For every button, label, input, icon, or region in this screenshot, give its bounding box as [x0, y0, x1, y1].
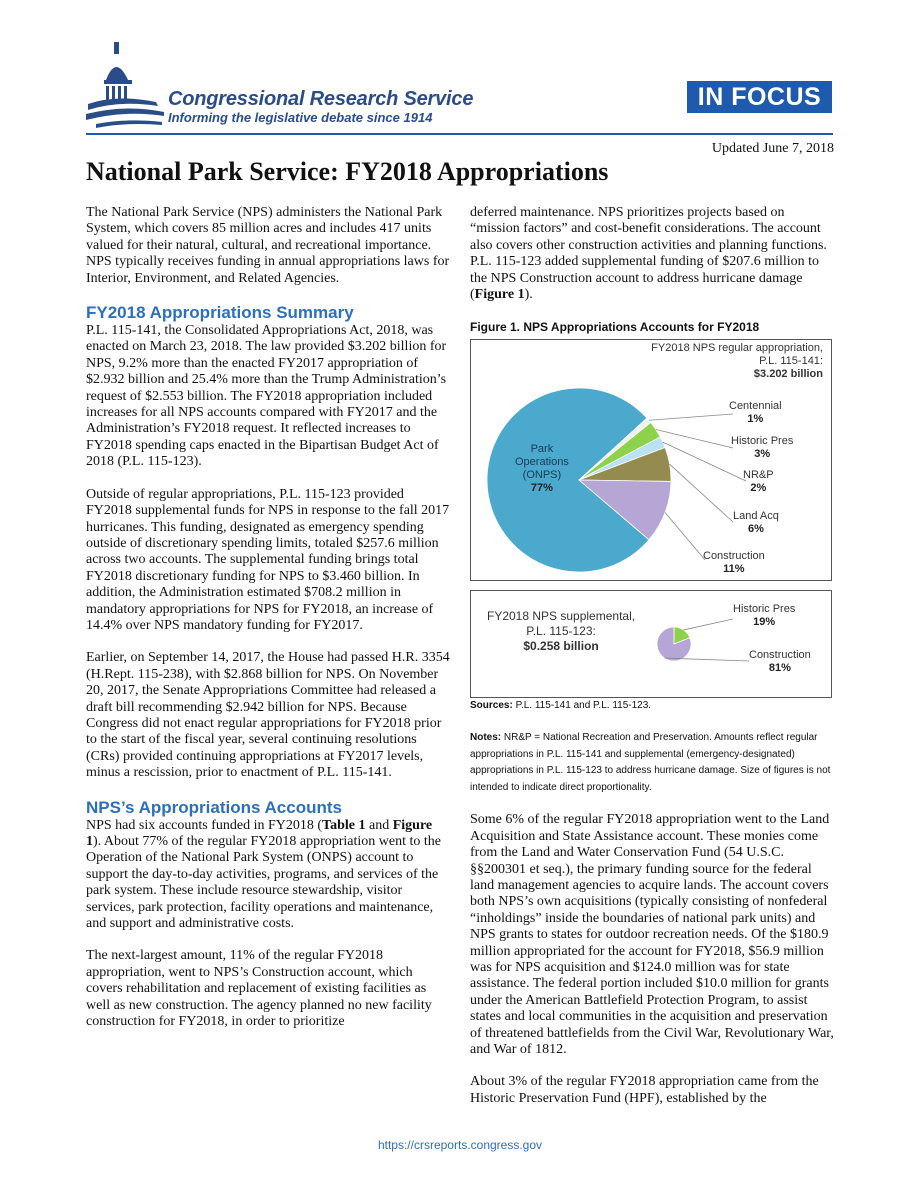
label-line: Construction [749, 648, 811, 661]
historic-preservation-paragraph: About 3% of the regular FY2018 appropriation came from the Historic Preservation Fund (HPF), established by the [470, 1074, 819, 1106]
slice-label-construction [703, 550, 765, 576]
section-heading-summary: FY2018 Appropriations Summary [86, 303, 354, 323]
slice-label-land-acq [733, 510, 779, 536]
slice-label-historic-pres [731, 435, 793, 461]
label-line: Operations [515, 455, 569, 468]
slice-label-nrp [743, 469, 774, 495]
text-run: deferred maintenance. NPS prioritizes projects based on “mission factors” and cost-benefit considerations. The account also covers other construction activities and planning functions. P.L. 115-123 added supplemental funding of $207.6 million to the NPS Construction account to address hurricane damage ( [470, 205, 827, 303]
label-line: Park [530, 442, 554, 455]
slice-label-onps [515, 443, 569, 495]
section-heading-accounts: NPS’s Appropriations Accounts [86, 797, 342, 817]
chart-title-line: FY2018 NPS supplemental, [487, 608, 636, 623]
org-name: Congressional Research Service [168, 88, 474, 110]
table-1-ref[interactable]: Table 1 [322, 817, 366, 833]
summary-paragraph-2: Outside of regular appropriations, P.L. 115-123 provided FY2018 supplemental funds for NPS in response to the fall 2017 hurricanes. This funding, designated as emergency spending outside of discretionary spending limits, totaled $257.6 million across two accounts. The supplemental funding brings total FY2018 discretionary funding for NPS to $3.460 billion. In addition, the Administration estimated $708.2 million in mandatory appropriations for NPS for FY2018, an increase of 14.4% over NPS mandatory funding for FY2017. [86, 486, 450, 633]
capitol-dome-logo-icon [86, 40, 166, 128]
slice-label-centennial [729, 400, 782, 426]
page-title: National Park Service: FY2018 Appropriations [86, 157, 609, 186]
text-run: ). About 77% of the regular FY2018 appropriation went to the Operation of the National Park System (ONPS) account to support the day-to-day activities, programs, and services of the park system. These include resource stewardship, visitor services, park protection, facility operations and maintenance, and support and administrative costs. [86, 834, 441, 932]
figure-sources [470, 698, 834, 715]
slice-pct: 3% [754, 447, 771, 460]
regular-appropriation-chart [470, 339, 832, 581]
chart-title-line: P.L. 115-141: [759, 354, 823, 367]
construction-continued-paragraph [470, 205, 834, 303]
leader-line [649, 414, 733, 420]
accounts-paragraph-2: The next-largest amount, 11% of the regular FY2018 appropriation, went to NPS’s Construction account, which covers rehabilitation and replacement of existing facilities as well as new construction. The agency planned no new facility construction for FY2018, in order to prioritize [86, 948, 432, 1030]
text-run: and [365, 817, 393, 833]
leader-line [656, 429, 733, 448]
label-line: Historic Pres [733, 602, 796, 615]
page-header [0, 0, 920, 156]
in-focus-badge: IN FOCUS [687, 81, 832, 113]
supplemental-appropriation-chart [470, 590, 832, 698]
text-run: NPS had six accounts funded in FY2018 ( [86, 817, 323, 833]
slice-pct: 2% [750, 481, 767, 494]
label-line: Historic Pres [731, 434, 794, 447]
chart-title-line: P.L. 115-123: [526, 623, 596, 638]
slice-pct: 81% [768, 661, 791, 674]
slice-pct: 11% [723, 562, 745, 575]
leader-line [665, 512, 705, 559]
sources-text: P.L. 115-141 and P.L. 115-123. [512, 699, 652, 711]
label-line: Centennial [729, 399, 782, 412]
header-rule [86, 133, 833, 135]
notes-label: Notes: [470, 732, 502, 744]
chart-total: $3.202 billion [753, 367, 823, 380]
right-column [470, 205, 834, 1123]
label-line: NR&P [743, 468, 774, 481]
figure-title: Figure 1. NPS Appropriations Accounts for FY2018 [470, 320, 760, 335]
land-acquisition-paragraph: Some 6% of the regular FY2018 appropriation went to the Land Acquisition and State Assistance account. These monies come from the Land and Water Conservation Fund (54 U.S.C. §§200301 et seq.), the primary funding source for the federal land management agencies to acquire lands. The account covers both NPS’s own acquisitions (typically consisting of nonfederal “inholdings” inside the boundaries of national park units) and NPS grants to states for outdoor recreation needs. Of the $180.9 million appropriated for the account for FY2018, $56.9 million was for NPS acquisition and $124.0 million was for state assistance. The federal portion included $10.0 million for grants under the American Battlefield Protection Program, to assist states and local communities in the acquisition and preservation of threatened battlefields from the Civil War, Revolutionary War, and War of 1812. [470, 812, 834, 1058]
leader-line [670, 464, 733, 522]
leader-line [684, 619, 733, 630]
figure-1-ref[interactable]: Figure 1 [86, 817, 433, 849]
summary-paragraph-1: P.L. 115-141, the Consolidated Appropriations Act, 2018, was enacted on March 23, 2018. The law provided $3.202 billion for NPS, 9.2% more than the enacted FY2017 appropriation of $2.932 billion and 25.4% more than the Trump Administration’s request of $2.553 billion. The FY2018 appropriation included increases for all NPS accounts compared with FY2017 and the Administration’s FY2018 request. It reflected increases to FY2018 spending caps enacted in the Bipartisan Budget Act of 2018 (P.L. 115-123). [86, 323, 447, 470]
footer-url[interactable]: https://crsreports.congress.gov [377, 1138, 543, 1152]
label-line: (ONPS) [522, 468, 562, 481]
crs-brand [168, 88, 473, 126]
chart-total: $0.258 billion [523, 638, 599, 653]
slice-pct: 6% [747, 522, 764, 535]
accounts-paragraph-1 [86, 818, 450, 933]
text-run: ). [524, 287, 533, 303]
slice-pct: 77% [530, 481, 553, 494]
chart-title-line: FY2018 NPS regular appropriation, [651, 341, 823, 354]
slice-label-historic-pres [733, 603, 795, 629]
left-column [86, 205, 450, 1046]
label-line: Land Acq [733, 509, 779, 522]
org-tagline: Informing the legislative debate since 1914 [168, 110, 433, 125]
notes-text: NR&P = National Recreation and Preservation. Amounts reflect regular appropriations in P.L. 115-141 and supplemental (emergency-designated) appropriations in P.L. 115-123 to address hurricane damage. Size of figures is not intended to indicate direct proportionality. [470, 732, 831, 793]
slice-label-construction [749, 649, 811, 675]
slice-pct: 19% [753, 615, 776, 628]
figure-notes [470, 730, 834, 796]
slice-pct: 1% [747, 412, 764, 425]
label-line: Construction [703, 549, 765, 562]
summary-paragraph-3: Earlier, on September 14, 2017, the House had passed H.R. 3354 (H.Rept. 115-238), with $2.868 billion for NPS. On November 20, 2017, the Senate Appropriations Committee had released a draft bill recommending $2.942 billion for NPS. Because Congress did not enact regular appropriations for FY2018 prior to the start of the fiscal year, several continuing resolutions (CRs) provided continuing appropriations at FY2017 levels, minus a rescission, prior to enactment of P.L. 115-141. [86, 650, 450, 781]
updated-date: Updated June 7, 2018 [711, 141, 834, 156]
figure-1-ref[interactable]: Figure 1 [474, 287, 525, 303]
sources-label: Sources: [470, 699, 513, 711]
intro-paragraph: The National Park Service (NPS) administers the National Park System, which covers 85 million acres and includes 417 units valued for their natural, cultural, and recreational importance. NPS typically receives funding in annual appropriations laws for Interior, Environment, and Related Agencies. [86, 205, 450, 286]
